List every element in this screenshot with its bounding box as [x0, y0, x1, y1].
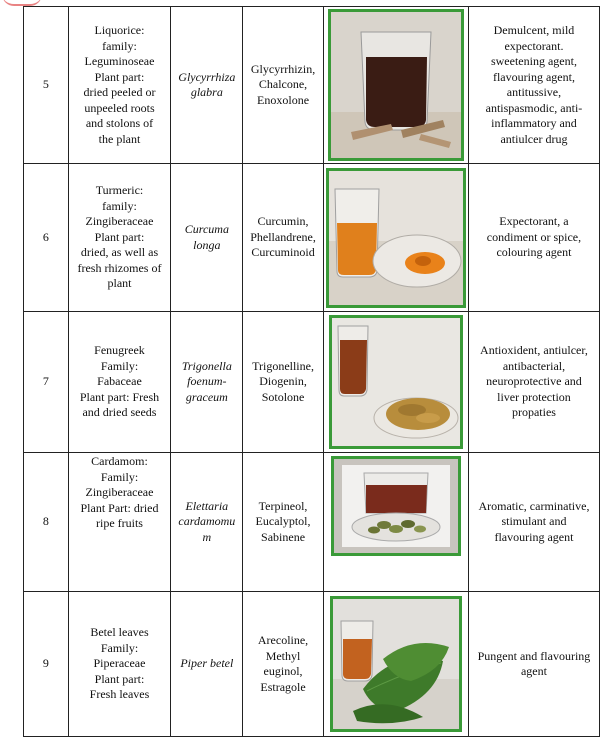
common-line: Plant Part: dried	[80, 500, 159, 515]
common-line: Cardamom:	[91, 454, 148, 468]
common-line: and stolons of	[85, 116, 154, 130]
image-cell	[323, 7, 468, 164]
serial-number-cell	[24, 164, 69, 312]
table-row	[24, 7, 600, 164]
uses-cell	[468, 312, 599, 453]
common-line: Zingiberaceae	[85, 214, 154, 229]
botanical-line: Elettaria	[185, 498, 229, 513]
use-line: antitussive,	[506, 85, 562, 99]
use-line: antispasmodic, anti-	[485, 100, 583, 115]
common-line: family:	[102, 198, 137, 213]
common-line: Plant part:	[94, 229, 145, 244]
common-line: Piperaceae	[93, 656, 146, 671]
serial-number: 8	[42, 514, 49, 529]
common-line: Fabaceae	[97, 374, 142, 389]
use-line: flavouring agent,	[492, 69, 575, 84]
botanical-line: m	[202, 529, 212, 544]
common-line: ripe fruits	[95, 516, 143, 530]
botanical-line: cardamomu	[178, 514, 236, 529]
uses-cell	[468, 164, 599, 312]
image-cell	[323, 164, 468, 312]
botanical-line: Trigonella	[181, 358, 232, 373]
botanical-line: Glycyrrhiza	[178, 69, 236, 84]
chemical-constituents-cell	[243, 592, 323, 737]
common-line: family:	[102, 38, 137, 53]
botanical-name-cell	[171, 7, 243, 164]
chemical-line: Sabinene	[261, 529, 306, 544]
use-line: Antioxident, antiulcer,	[480, 343, 588, 358]
table-row	[24, 164, 600, 312]
common-line: Plant part:	[94, 671, 145, 686]
botanical-line: Piper betel	[180, 656, 234, 671]
use-line: colouring agent	[496, 245, 572, 260]
serial-number: 7	[42, 374, 49, 389]
table-row	[24, 312, 600, 453]
use-line: antibacterial,	[502, 358, 566, 373]
common-line: Betel leaves	[90, 625, 149, 640]
common-line: the plant	[98, 131, 141, 146]
chemical-line: Glycyrrhizin,	[250, 61, 316, 76]
cardamom-photo	[331, 456, 461, 556]
use-line: sweetening agent,	[490, 54, 577, 68]
common-line: unpeeled roots	[84, 100, 155, 115]
chemical-line: Estragole	[260, 679, 306, 694]
liquorice-photo	[328, 9, 464, 161]
common-line: Family:	[100, 640, 139, 655]
chemical-line: Chalcone,	[258, 77, 308, 92]
common-name-cell	[68, 592, 171, 737]
serial-number: 6	[42, 229, 49, 244]
botanical-line: graceum	[185, 389, 228, 404]
image-cell	[323, 312, 468, 453]
chemical-line: Trigonelline,	[252, 358, 314, 373]
turmeric-photo	[326, 168, 466, 308]
image-cell	[323, 592, 468, 737]
common-line: plant	[107, 276, 132, 291]
common-line: Family:	[100, 469, 139, 484]
uses-cell	[468, 592, 599, 737]
serial-number: 9	[42, 656, 49, 671]
chemical-line: Methyl	[265, 648, 301, 663]
chemical-line: Terpineol,	[258, 498, 308, 513]
chemical-line: Phellandrene,	[250, 229, 316, 244]
use-line: expectorant.	[504, 38, 564, 53]
serial-number-cell	[24, 453, 69, 592]
botanical-line: longa	[193, 237, 221, 252]
common-name-cell	[68, 164, 171, 312]
botanical-line: foenum-	[187, 374, 227, 389]
use-line: inflammatory and	[491, 116, 577, 130]
chemical-constituents-cell	[243, 312, 323, 453]
use-line: Demulcent, mild	[493, 23, 575, 37]
use-line: flavouring agent	[494, 529, 574, 544]
chemical-constituents-cell	[243, 7, 323, 164]
chemical-line: Eucalyptol,	[255, 514, 311, 529]
common-line: Plant part:	[94, 69, 145, 84]
serial-number-cell	[24, 312, 69, 453]
image-cell	[323, 453, 468, 592]
common-name-cell	[68, 453, 171, 592]
use-line: agent	[520, 664, 547, 678]
botanical-name-cell	[171, 312, 243, 453]
common-line: Plant part: Fresh	[79, 389, 160, 404]
common-line: dried, as well as	[80, 245, 159, 260]
common-line: and dried seeds	[82, 405, 157, 420]
common-line: dried peeled or	[83, 85, 156, 99]
common-line: Turmeric:	[95, 183, 144, 198]
serial-number-cell	[24, 592, 69, 737]
common-line: Fenugreek	[94, 343, 145, 358]
table-row	[24, 453, 600, 592]
use-line: neuroprotective and	[486, 374, 582, 389]
botanical-name-cell	[171, 592, 243, 737]
use-line: propaties	[511, 405, 556, 420]
chemical-line: euginol,	[263, 664, 303, 678]
use-line: Pungent and flavouring	[477, 648, 591, 663]
chemical-line: Arecoline,	[257, 633, 309, 647]
uses-cell	[468, 453, 599, 592]
use-line: Expectorant, a	[499, 214, 569, 229]
chemical-line: Curcuminoid	[251, 245, 315, 260]
use-line: condiment or spice,	[486, 229, 582, 244]
serial-number-cell	[24, 7, 69, 164]
common-name-cell	[68, 312, 171, 453]
fenugreek-photo	[329, 315, 463, 449]
botanical-name-cell	[171, 453, 243, 592]
table-row	[24, 592, 600, 737]
common-line: fresh rhizomes of	[77, 260, 162, 275]
common-line: Fresh leaves	[89, 687, 150, 702]
betel-photo	[330, 596, 462, 732]
use-line: stimulant and	[501, 514, 567, 529]
use-line: liver protection	[497, 389, 571, 404]
common-line: Family:	[100, 358, 139, 373]
botanical-name-cell	[171, 164, 243, 312]
common-line: Liquorice:	[94, 23, 145, 37]
common-name-cell	[68, 7, 171, 164]
herbal-table	[23, 6, 600, 737]
chemical-constituents-cell	[243, 164, 323, 312]
common-line: Zingiberaceae	[85, 485, 154, 499]
uses-cell	[468, 7, 599, 164]
botanical-line: glabra	[190, 85, 223, 99]
use-line: antiulcer drug	[500, 131, 568, 146]
botanical-line: Curcuma	[184, 222, 229, 236]
chemical-line: Curcumin,	[257, 214, 309, 229]
chemical-constituents-cell	[243, 453, 323, 592]
serial-number: 5	[42, 77, 49, 92]
chemical-line: Diogenin,	[259, 374, 307, 389]
chemical-line: Enoxolone	[257, 92, 310, 107]
chemical-line: Sotolone	[261, 389, 305, 404]
common-line: Leguminoseae	[84, 54, 155, 68]
use-line: Aromatic, carminative,	[478, 498, 590, 513]
